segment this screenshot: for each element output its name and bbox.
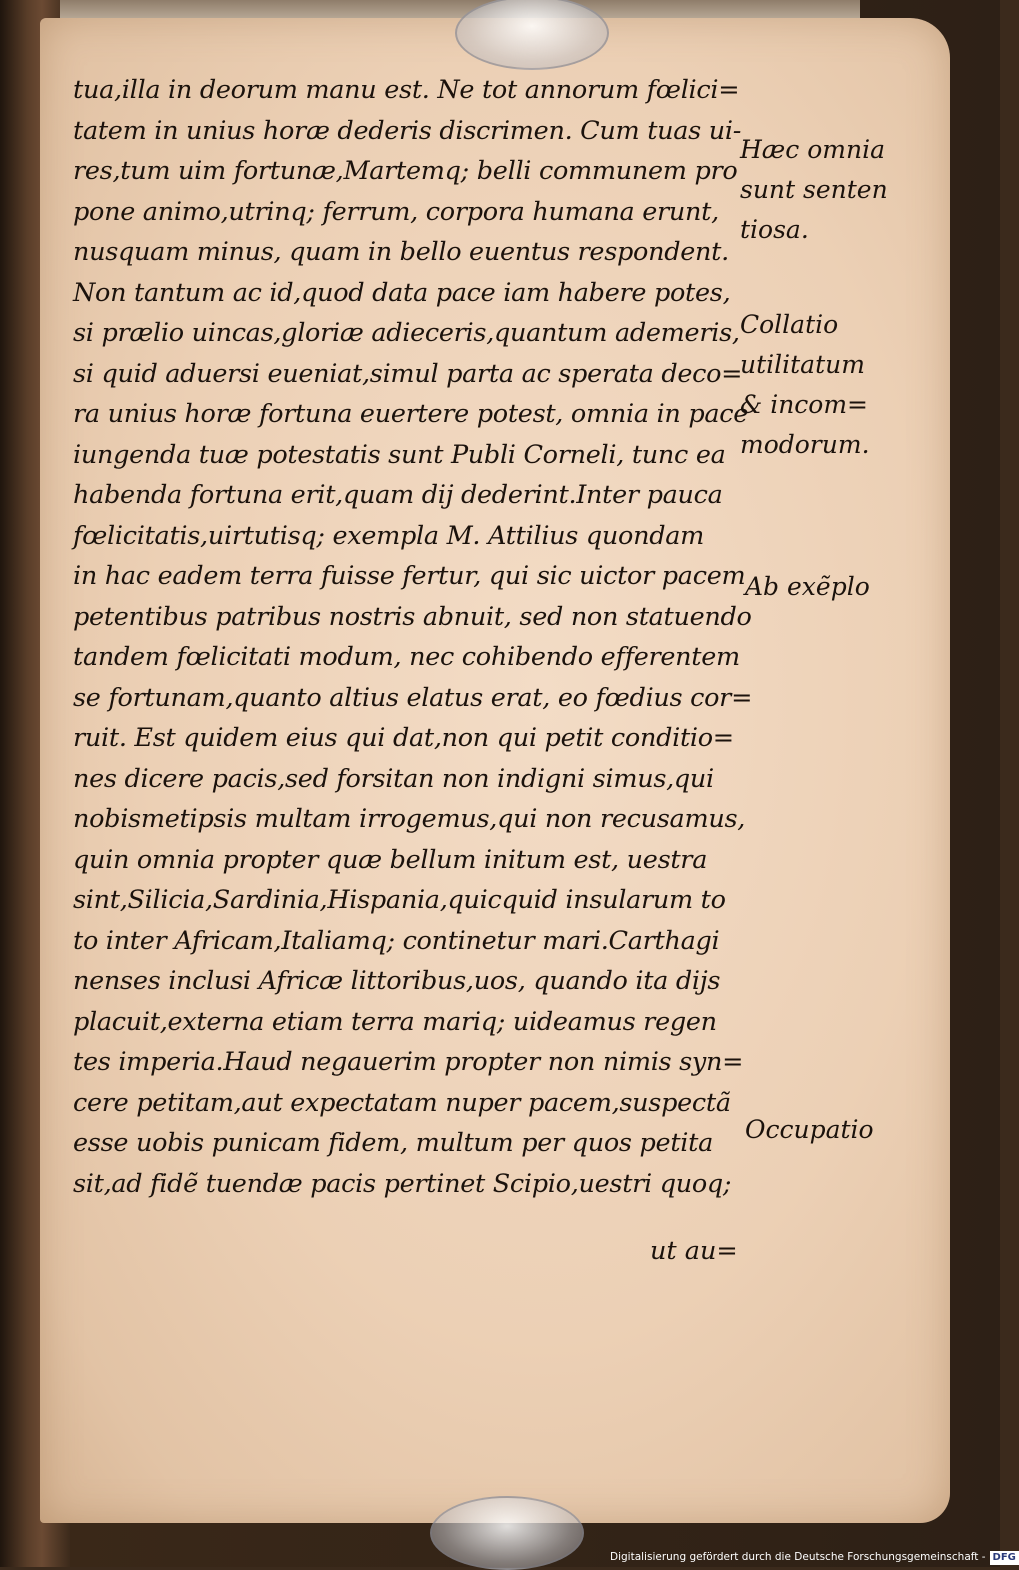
- dfg-logo-icon: DFG: [990, 1551, 1019, 1565]
- text-line: fœlicitatis,uirtutisq; exempla M. Attilius quondam: [73, 520, 705, 551]
- catchword: ut au=: [650, 1236, 738, 1266]
- credit-text: Digitalisierung gefördert durch die Deutsche Forschungsgemeinschaft -: [610, 1551, 986, 1563]
- page-clip-bottom: [430, 1496, 584, 1570]
- text-line: se fortunam,quanto altius elatus erat, eo fœdius cor=: [73, 682, 753, 713]
- text-line: to inter Africam,Italiamq; continetur mari.Carthagi: [73, 925, 720, 956]
- text-line: res,tum uim fortunæ,Martemq; belli communem pro: [73, 156, 738, 186]
- margin-note-line: Ab exẽplo: [745, 572, 870, 601]
- margin-note-line: sunt senten: [740, 175, 888, 204]
- margin-note-occupatio: [745, 1110, 874, 1150]
- digitization-credit: [610, 1547, 1016, 1567]
- main-text-block: [73, 70, 753, 1204]
- margin-note-sententiosa: [740, 130, 888, 250]
- text-line: si quid aduersi eueniat,simul parta ac sperata deco=: [73, 358, 743, 389]
- text-line: Non tantum ac id,quod data pace iam habere potes,: [73, 277, 731, 308]
- margin-note-line: utilitatum: [740, 350, 865, 379]
- text-line: tatem in unius horæ dederis discrimen. Cum tuas ui-: [73, 115, 742, 146]
- page-clip-top: [455, 0, 609, 70]
- text-line: nenses inclusi Africæ littoribus,uos, quando ita dijs: [73, 966, 721, 996]
- text-line: nes dicere pacis,sed forsitan non indigni simus,qui: [73, 763, 714, 794]
- text-line: esse uobis punicam fidem, multum per quos petita: [73, 1128, 713, 1158]
- margin-note-line: modorum.: [740, 430, 870, 459]
- margin-note-line: Occupatio: [745, 1115, 874, 1144]
- text-line: sint,Silicia,Sardinia,Hispania,quicquid insularum to: [73, 885, 726, 915]
- text-line: iungenda tuæ potestatis sunt Publi Corneli, tunc ea: [73, 439, 726, 470]
- margin-note-exemplo: [745, 567, 870, 607]
- margin-note-line: Collatio: [740, 310, 839, 339]
- text-line: tua,illa in deorum manu est. Ne tot annorum fœlici=: [73, 75, 740, 105]
- margin-note-collatio: [740, 305, 870, 465]
- margin-note-line: & incom=: [740, 390, 869, 419]
- text-line: quin omnia propter quæ bellum initum est, uestra: [73, 844, 708, 875]
- text-line: habenda fortuna erit,quam dij dederint.Inter pauca: [73, 480, 723, 510]
- text-line: in hac eadem terra fuisse fertur, qui sic uictor pacem: [73, 561, 746, 591]
- text-line: tandem fœlicitati modum, nec cohibendo efferentem: [73, 642, 740, 672]
- text-line: cere petitam,aut expectatam nuper pacem,suspectã: [73, 1087, 731, 1118]
- text-line: nobismetipsis multam irrogemus,qui non recusamus,: [73, 804, 746, 834]
- text-line: sit,ad fidẽ tuendæ pacis pertinet Scipio,uestri quoq;: [73, 1168, 732, 1199]
- text-line: pone animo,utrinq; ferrum, corpora humana erunt,: [73, 196, 719, 227]
- text-line: placuit,externa etiam terra mariq; uideamus regen: [73, 1006, 717, 1037]
- text-line: ra unius horæ fortuna euertere potest, omnia in pace: [73, 399, 749, 429]
- margin-note-line: Hæc omnia: [740, 135, 886, 164]
- text-line: tes imperia.Haud negauerim propter non nimis syn=: [73, 1047, 744, 1077]
- margin-note-line: tiosa.: [740, 215, 809, 244]
- text-line: si prælio uincas,gloriæ adieceris,quantum ademeris,: [73, 318, 740, 348]
- text-line: ruit. Est quidem eius qui dat,non qui petit conditio=: [73, 723, 734, 753]
- text-line: nusquam minus, quam in bello euentus respondent.: [73, 237, 729, 267]
- text-line: petentibus patribus nostris abnuit, sed non statuendo: [73, 601, 752, 632]
